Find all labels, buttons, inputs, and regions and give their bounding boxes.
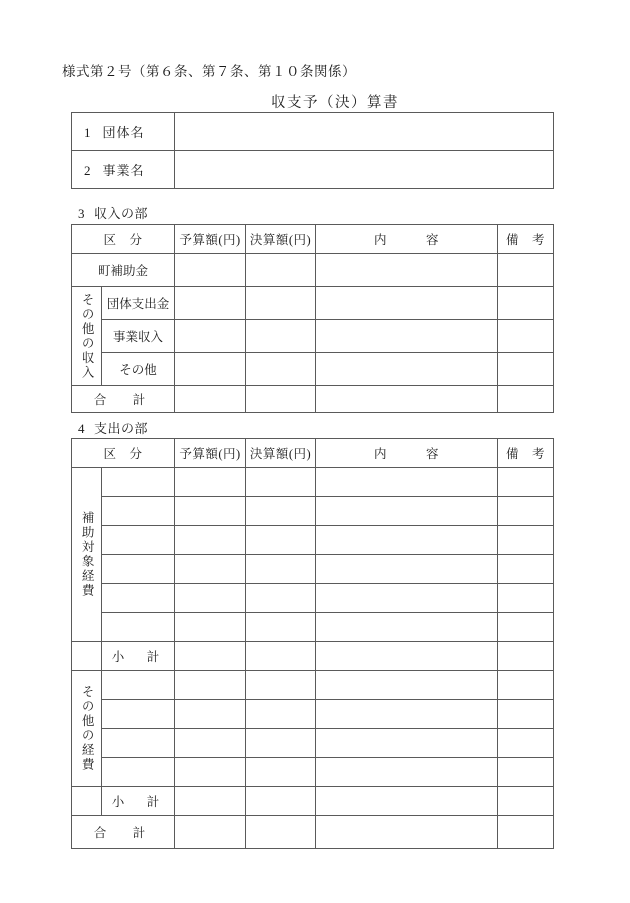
income-total-row (72, 386, 554, 413)
expense-label-other-2[interactable] (102, 700, 175, 729)
expense-remarks-subsidy-4[interactable] (498, 555, 554, 584)
expense-label-subsidy-6[interactable] (102, 613, 175, 642)
expense-label-subsidy-4[interactable] (102, 555, 175, 584)
expense-subtotal-row-other (72, 787, 554, 816)
section-number: 4 (78, 421, 85, 436)
expense-subtotal-remarks-subsidy[interactable] (498, 642, 554, 671)
expense-settlement-subsidy-2[interactable] (246, 497, 316, 526)
expense-total-label: 合 計 (72, 816, 175, 849)
expense-content-subsidy-5[interactable] (316, 584, 498, 613)
income-total-content[interactable] (316, 386, 498, 413)
expense-subtotal-budget-other[interactable] (175, 787, 246, 816)
section-title: 収入の部 (94, 206, 149, 221)
income-label-org-expenditure: 団体支出金 (102, 287, 175, 320)
expense-content-other-2[interactable] (316, 700, 498, 729)
income-remarks-org-expenditure[interactable] (498, 287, 554, 320)
expense-budget-subsidy-3[interactable] (175, 526, 246, 555)
table-row (72, 700, 554, 729)
income-budget-business-revenue[interactable] (175, 320, 246, 353)
expense-content-subsidy-1[interactable] (316, 468, 498, 497)
income-total-settlement[interactable] (246, 386, 316, 413)
expense-label-other-3[interactable] (102, 729, 175, 758)
table-row (72, 613, 554, 642)
expense-budget-subsidy-2[interactable] (175, 497, 246, 526)
income-group-label-other-text: その他の収入 (80, 292, 95, 380)
expense-content-other-1[interactable] (316, 671, 498, 700)
income-content-business-revenue[interactable] (316, 320, 498, 353)
expense-subtotal-remarks-other[interactable] (498, 787, 554, 816)
income-total-remarks[interactable] (498, 386, 554, 413)
identity-value-project[interactable] (175, 151, 554, 189)
section-number: 3 (78, 206, 85, 221)
identity-label-project (72, 151, 175, 189)
expense-group-label-other-text: その他の経費 (80, 685, 95, 772)
identity-row-number: 2 (84, 163, 92, 178)
income-group-label-other (72, 287, 102, 386)
income-content-other[interactable] (316, 353, 498, 386)
income-remarks-town-subsidy[interactable] (498, 254, 554, 287)
expense-subtotal-label-other: 小 計 (102, 787, 175, 816)
expense-header-budget: 予算額(円) (175, 439, 246, 468)
expense-budget-subsidy-5[interactable] (175, 584, 246, 613)
expense-budget-other-3[interactable] (175, 729, 246, 758)
identity-label-text: 事業名 (102, 163, 145, 178)
section-title: 支出の部 (94, 421, 149, 436)
expense-remarks-subsidy-6[interactable] (498, 613, 554, 642)
expense-budget-other-4[interactable] (175, 758, 246, 787)
expense-content-subsidy-4[interactable] (316, 555, 498, 584)
expense-remarks-subsidy-3[interactable] (498, 526, 554, 555)
income-budget-town-subsidy[interactable] (175, 254, 246, 287)
income-remarks-other[interactable] (498, 353, 554, 386)
expense-total-budget[interactable] (175, 816, 246, 849)
expense-subtotal-settlement-other[interactable] (246, 787, 316, 816)
form-code-label: 様式第２号（第６条、第７条、第１０条関係） (62, 64, 356, 79)
expense-content-subsidy-2[interactable] (316, 497, 498, 526)
identity-row-number: 1 (84, 125, 92, 140)
expense-subtotal-content-subsidy[interactable] (316, 642, 498, 671)
expense-group-label-subsidy-text: 補助対象経費 (80, 511, 95, 598)
table-row (72, 468, 554, 497)
income-content-town-subsidy[interactable] (316, 254, 498, 287)
expense-total-remarks[interactable] (498, 816, 554, 849)
expense-header-settlement: 決算額(円) (246, 439, 316, 468)
expense-label-other-1[interactable] (102, 671, 175, 700)
expense-settlement-other-1[interactable] (246, 671, 316, 700)
income-label-business-revenue: 事業収入 (102, 320, 175, 353)
section-heading-expense (78, 418, 148, 437)
expense-subtotal-row-subsidy (72, 642, 554, 671)
expense-header-remarks: 備 考 (498, 439, 554, 468)
table-row (72, 254, 554, 287)
expense-label-subsidy-2[interactable] (102, 497, 175, 526)
expense-total-content[interactable] (316, 816, 498, 849)
expense-content-other-4[interactable] (316, 758, 498, 787)
expense-budget-subsidy-1[interactable] (175, 468, 246, 497)
table-row (72, 526, 554, 555)
expense-remarks-other-4[interactable] (498, 758, 554, 787)
expense-label-subsidy-5[interactable] (102, 584, 175, 613)
expense-subtotal-spacer-other (72, 787, 102, 816)
expense-subtotal-label-subsidy: 小 計 (102, 642, 175, 671)
expense-header-row (72, 439, 554, 468)
income-table (71, 224, 554, 413)
income-budget-other[interactable] (175, 353, 246, 386)
table-row (72, 497, 554, 526)
expense-content-subsidy-3[interactable] (316, 526, 498, 555)
expense-header-content: 内 容 (316, 439, 498, 468)
identity-label-text: 団体名 (102, 125, 145, 140)
income-header-remarks: 備 考 (498, 225, 554, 254)
expense-settlement-subsidy-6[interactable] (246, 613, 316, 642)
document-title: 収支予（決）算書 (271, 95, 399, 111)
expense-label-subsidy-3[interactable] (102, 526, 175, 555)
income-header-row (72, 225, 554, 254)
income-header-category: 区 分 (72, 225, 175, 254)
expense-subtotal-budget-subsidy[interactable] (175, 642, 246, 671)
table-row (72, 287, 554, 320)
income-settlement-org-expenditure[interactable] (246, 287, 316, 320)
expense-total-settlement[interactable] (246, 816, 316, 849)
expense-group-label-subsidy (72, 468, 102, 642)
expense-table (71, 438, 554, 849)
table-row (72, 729, 554, 758)
expense-budget-other-2[interactable] (175, 700, 246, 729)
expense-budget-subsidy-6[interactable] (175, 613, 246, 642)
expense-remarks-other-1[interactable] (498, 671, 554, 700)
income-label-town-subsidy: 町補助金 (72, 254, 175, 287)
income-settlement-other[interactable] (246, 353, 316, 386)
table-row (72, 758, 554, 787)
income-header-budget: 予算額(円) (175, 225, 246, 254)
expense-settlement-subsidy-4[interactable] (246, 555, 316, 584)
expense-settlement-other-2[interactable] (246, 700, 316, 729)
expense-settlement-other-3[interactable] (246, 729, 316, 758)
expense-settlement-subsidy-5[interactable] (246, 584, 316, 613)
expense-label-subsidy-1[interactable] (102, 468, 175, 497)
expense-header-category: 区 分 (72, 439, 175, 468)
expense-remarks-other-3[interactable] (498, 729, 554, 758)
income-header-content: 内 容 (316, 225, 498, 254)
table-row (72, 320, 554, 353)
expense-label-other-4[interactable] (102, 758, 175, 787)
expense-total-row (72, 816, 554, 849)
expense-settlement-subsidy-3[interactable] (246, 526, 316, 555)
expense-content-subsidy-6[interactable] (316, 613, 498, 642)
expense-content-other-3[interactable] (316, 729, 498, 758)
income-settlement-business-revenue[interactable] (246, 320, 316, 353)
table-row (72, 113, 554, 151)
expense-settlement-subsidy-1[interactable] (246, 468, 316, 497)
expense-subtotal-content-other[interactable] (316, 787, 498, 816)
identity-label-organization (72, 113, 175, 151)
expense-subtotal-spacer-subsidy (72, 642, 102, 671)
identity-table (71, 112, 554, 189)
income-total-budget[interactable] (175, 386, 246, 413)
table-row (72, 584, 554, 613)
income-header-settlement: 決算額(円) (246, 225, 316, 254)
table-row (72, 151, 554, 189)
income-remarks-business-revenue[interactable] (498, 320, 554, 353)
table-row (72, 671, 554, 700)
expense-subtotal-settlement-subsidy[interactable] (246, 642, 316, 671)
income-label-other: その他 (102, 353, 175, 386)
income-total-label: 合 計 (72, 386, 175, 413)
table-row (72, 555, 554, 584)
expense-remarks-subsidy-1[interactable] (498, 468, 554, 497)
expense-group-label-other (72, 671, 102, 787)
identity-value-organization[interactable] (175, 113, 554, 151)
expense-remarks-other-2[interactable] (498, 700, 554, 729)
income-content-org-expenditure[interactable] (316, 287, 498, 320)
expense-remarks-subsidy-5[interactable] (498, 584, 554, 613)
expense-remarks-subsidy-2[interactable] (498, 497, 554, 526)
table-row (72, 353, 554, 386)
expense-settlement-other-4[interactable] (246, 758, 316, 787)
income-settlement-town-subsidy[interactable] (246, 254, 316, 287)
section-heading-income (78, 203, 148, 222)
expense-budget-other-1[interactable] (175, 671, 246, 700)
income-budget-org-expenditure[interactable] (175, 287, 246, 320)
expense-budget-subsidy-4[interactable] (175, 555, 246, 584)
